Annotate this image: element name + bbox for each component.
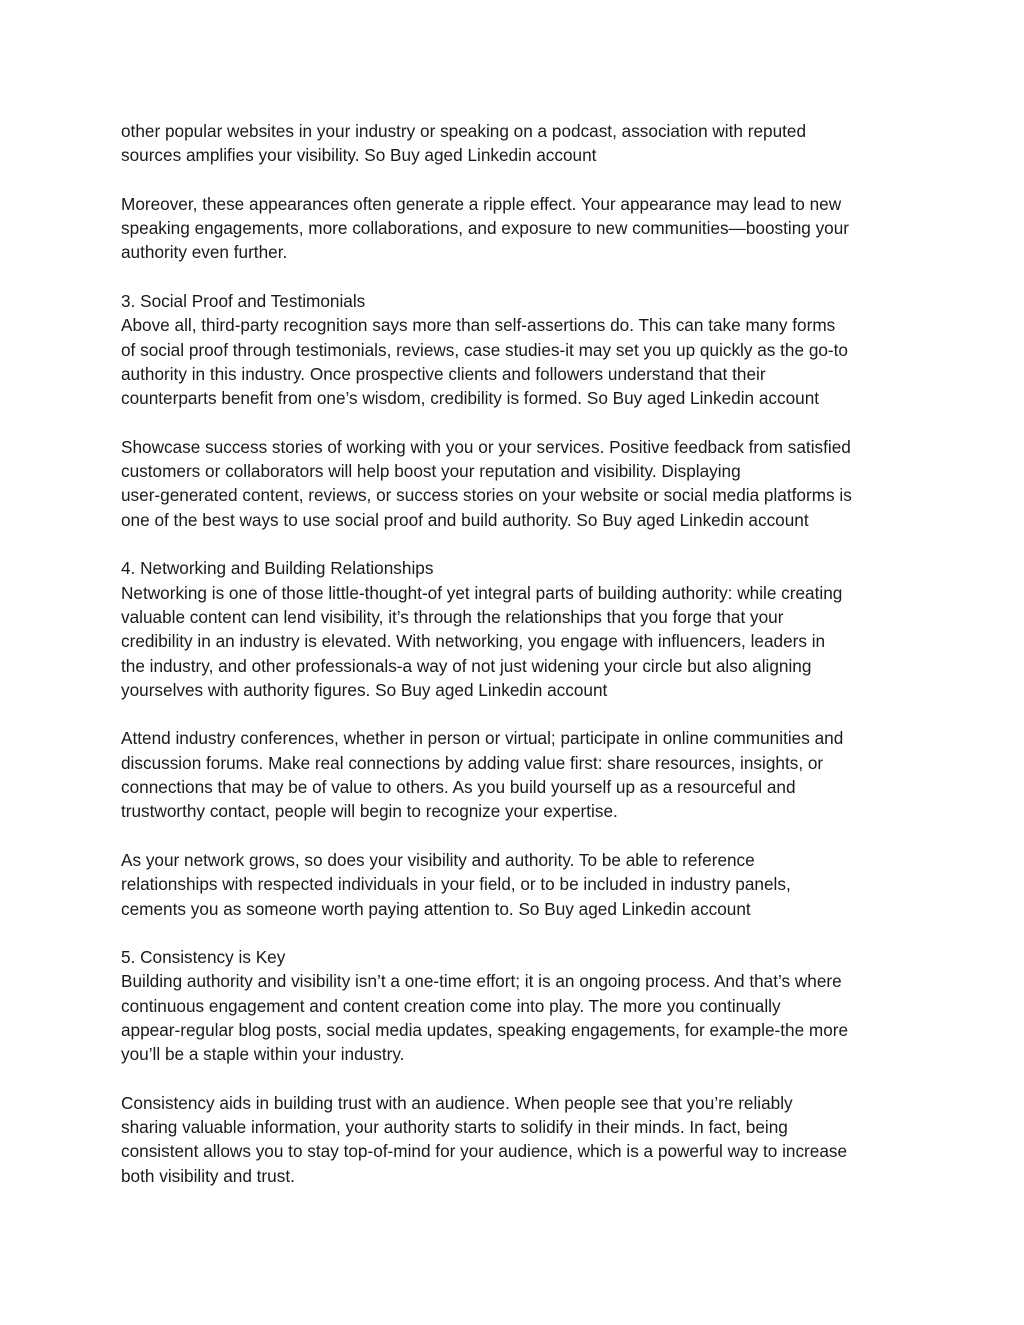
text-line: one of the best ways to use social proof and build authority. So Buy aged Linkedin account — [121, 509, 809, 530]
paragraph-intro-continued — [121, 119, 911, 168]
document-body — [121, 119, 911, 1188]
section-heading: 5. Consistency is Key — [121, 947, 286, 968]
text-line: relationships with respected individuals in your field, or to be included in industry panels, — [121, 874, 791, 895]
text-line: valuable content can lend visibility, it’s through the relationships that you forge that your — [121, 606, 784, 627]
text-line: credibility in an industry is elevated. With networking, you engage with influencers, leaders in — [121, 631, 826, 652]
text-line: Moreover, these appearances often generate a ripple effect. Your appearance may lead to new — [121, 193, 842, 214]
paragraph-spacer — [121, 265, 911, 289]
paragraph-spacer — [121, 702, 911, 726]
text-line: trustworthy contact, people will begin to recognize your expertise. — [121, 801, 618, 822]
paragraph-success-stories — [121, 435, 911, 532]
text-line: Networking is one of those little-thought-of yet integral parts of building authority: while creating — [121, 582, 843, 603]
paragraph-ripple-effect — [121, 192, 911, 265]
text-line: Attend industry conferences, whether in person or virtual; participate in online communities and — [121, 728, 844, 749]
text-line: both visibility and trust. — [121, 1165, 295, 1186]
paragraph-spacer — [121, 921, 911, 945]
text-line: consistent allows you to stay top-of-mind for your audience, which is a powerful way to increase — [121, 1141, 848, 1162]
text-line: counterparts benefit from one’s wisdom, credibility is formed. So Buy aged Linkedin account — [121, 388, 820, 409]
paragraph-spacer — [121, 824, 911, 848]
text-line: of social proof through testimonials, reviews, case studies-it may set you up quickly as the go-to — [121, 339, 848, 360]
text-line: connections that may be of value to others. As you build yourself up as a resourceful and — [121, 777, 796, 798]
section-social-proof — [121, 289, 911, 410]
text-line: authority even further. — [121, 242, 288, 263]
paragraph-spacer — [121, 1067, 911, 1091]
text-line: other popular websites in your industry or speaking on a podcast, association with reputed — [121, 121, 807, 141]
text-line: sources amplifies your visibility. So Buy aged Linkedin account — [121, 145, 597, 166]
text-line: authority in this industry. Once prospective clients and followers understand that their — [121, 363, 766, 384]
text-line: the industry, and other professionals-a way of not just widening your circle but also aligning — [121, 655, 812, 676]
text-line: Building authority and visibility isn’t a one-time effort; it is an ongoing process. And that’s where — [121, 971, 842, 992]
paragraph-spacer — [121, 168, 911, 192]
text-line: customers or collaborators will help boost your reputation and visibility. Displaying — [121, 461, 741, 482]
section-networking — [121, 556, 911, 702]
text-line: you’ll be a staple within your industry. — [121, 1044, 405, 1065]
paragraph-spacer — [121, 532, 911, 556]
text-line: Consistency aids in building trust with an audience. When people see that you’re reliably — [121, 1092, 793, 1113]
paragraph-trust — [121, 1091, 911, 1188]
paragraph-network-grows — [121, 848, 911, 921]
section-heading: 4. Networking and Building Relationships — [121, 558, 434, 579]
text-line: appear-regular blog posts, social media updates, speaking engagements, for example-the more — [121, 1019, 849, 1040]
section-heading: 3. Social Proof and Testimonials — [121, 291, 366, 312]
text-line: Above all, third-party recognition says more than self-assertions do. This can take many forms — [121, 315, 836, 336]
text-line: speaking engagements, more collaborations, and exposure to new communities—boosting your — [121, 218, 850, 239]
paragraph-spacer — [121, 411, 911, 435]
text-line: yourselves with authority figures. So Buy aged Linkedin account — [121, 679, 608, 700]
text-line: As your network grows, so does your visibility and authority. To be able to reference — [121, 849, 755, 870]
text-line: cements you as someone worth paying attention to. So Buy aged Linkedin account — [121, 898, 751, 919]
paragraph-conferences — [121, 726, 911, 823]
text-line: user-generated content, reviews, or success stories on your website or social media platforms is — [121, 485, 852, 506]
text-line: continuous engagement and content creation come into play. The more you continually — [121, 995, 781, 1016]
text-line: discussion forums. Make real connections by adding value first: share resources, insights, or — [121, 752, 824, 773]
text-line: sharing valuable information, your authority starts to solidify in their minds. In fact, being — [121, 1117, 788, 1138]
section-consistency — [121, 945, 911, 1066]
text-line: Showcase success stories of working with you or your services. Positive feedback from satisfied — [121, 436, 851, 457]
